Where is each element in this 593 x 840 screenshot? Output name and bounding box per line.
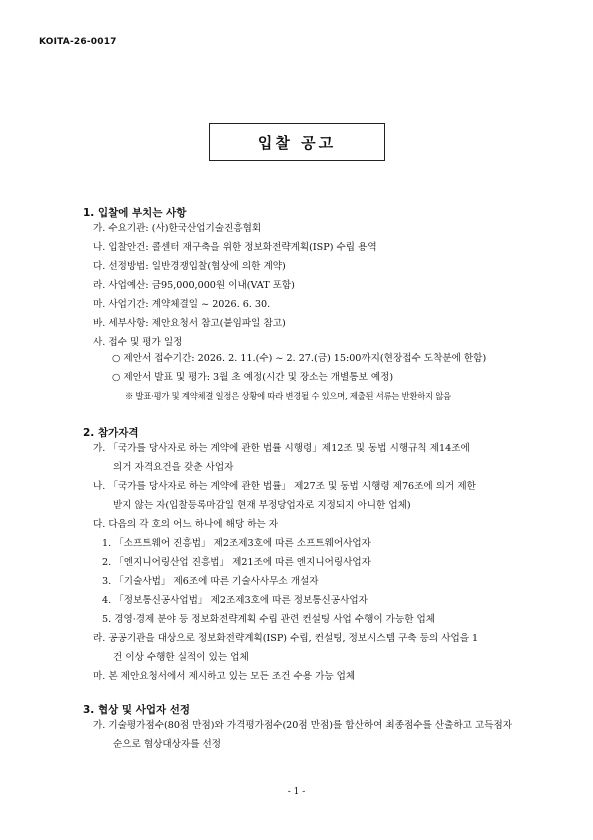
section-2-line: 가. 「국가를 당사자로 하는 계약에 관한 법률 시행령」제12조 및 동법 시행규칙 제14조에 — [93, 443, 470, 454]
schedule-note: ※ 발표·평가 및 계약체결 일정은 상황에 따라 변경될 수 있으며, 제출된 서류는 반환하지 않음 — [125, 391, 451, 401]
section-2-line: 의거 자격요건을 갖춘 사업자 — [113, 462, 234, 473]
section-2-line: 1. 「소프트웨어 진흥법」 제2조제3호에 따른 소프트웨어사업자 — [102, 538, 371, 549]
section-1-heading: 1. 입찰에 부치는 사항 — [83, 207, 187, 219]
section-1-item: 마. 사업기간: 계약체결일 ~ 2026. 6. 30. — [93, 299, 271, 310]
section-3-line: 가. 기술평가점수(80점 만점)와 가격평가점수(20점 만점)를 합산하여 최종점수를 산출하고 고득점자 — [93, 720, 512, 731]
section-2-line: 건 이상 수행한 실적이 있는 업체 — [113, 652, 249, 663]
section-1-item: 바. 세부사항: 제안요청서 참고(붙임파일 참고) — [93, 318, 286, 329]
section-1-item: 나. 입찰안건: 콜센터 재구축을 위한 정보화전략계획(ISP) 수립 용역 — [93, 242, 377, 253]
page-number: - 1 - — [287, 787, 306, 797]
section-1-item: 다. 선정방법: 일반경쟁입찰(협상에 의한 계약) — [93, 261, 286, 272]
section-1-item: 라. 사업예산: 금95,000,000원 이내(VAT 포함) — [93, 280, 295, 291]
section-3-line: 순으로 협상대상자를 선정 — [113, 739, 222, 750]
section-2-line: 나. 「국가를 당사자로 하는 계약에 관한 법률」 제27조 및 동법 시행령 제76조에 의거 제한 — [93, 481, 476, 492]
page-title: 입찰 공고 — [209, 123, 385, 161]
section-2-line: 4. 「정보통신공사업법」 제2조제3호에 따른 정보통신공사업자 — [102, 595, 368, 606]
section-2-line: 5. 경영·경제 분야 등 정보화전략계획 수립 관련 컨설팅 사업 수행이 가능한 업체 — [102, 614, 436, 625]
section-2-line: 2. 「엔지니어링산업 진흥법」 제21조에 따른 엔지니어링사업자 — [102, 557, 371, 568]
schedule-bullet: ○ 제안서 발표 및 평가: 3월 초 예정(시간 및 장소는 개별통보 예정) — [112, 372, 394, 383]
schedule-bullet: ○ 제안서 접수기간: 2026. 2. 11.(수) ~ 2. 27.(금) 15:00까지(현장접수 도착분에 한함) — [112, 353, 487, 364]
section-2-line: 받지 않는 자(입찰등록마감일 현재 부정당업자로 지정되지 아니한 업체) — [113, 500, 411, 511]
section-3-heading: 3. 협상 및 사업자 선정 — [83, 704, 191, 716]
section-1-item: 사. 접수 및 평가 일정 — [93, 337, 183, 348]
section-2-line: 3. 「기술사법」 제6조에 따른 기술사사무소 개설자 — [102, 576, 319, 587]
section-2-heading: 2. 참가자격 — [83, 427, 139, 439]
section-2-line: 다. 다음의 각 호의 어느 하나에 해당 하는 자 — [93, 519, 278, 530]
section-2-line: 라. 공공기관을 대상으로 정보화전략계획(ISP) 수립, 컨설팅, 정보시스템 구축 등의 사업을 1 — [93, 633, 479, 644]
section-2-line: 마. 본 제안요청서에서 제시하고 있는 모든 조건 수용 가능 업체 — [93, 671, 356, 682]
section-1-item: 가. 수요기관: (사)한국산업기술진흥협회 — [93, 223, 262, 234]
document-id: KOITA-26-0017 — [39, 37, 117, 47]
